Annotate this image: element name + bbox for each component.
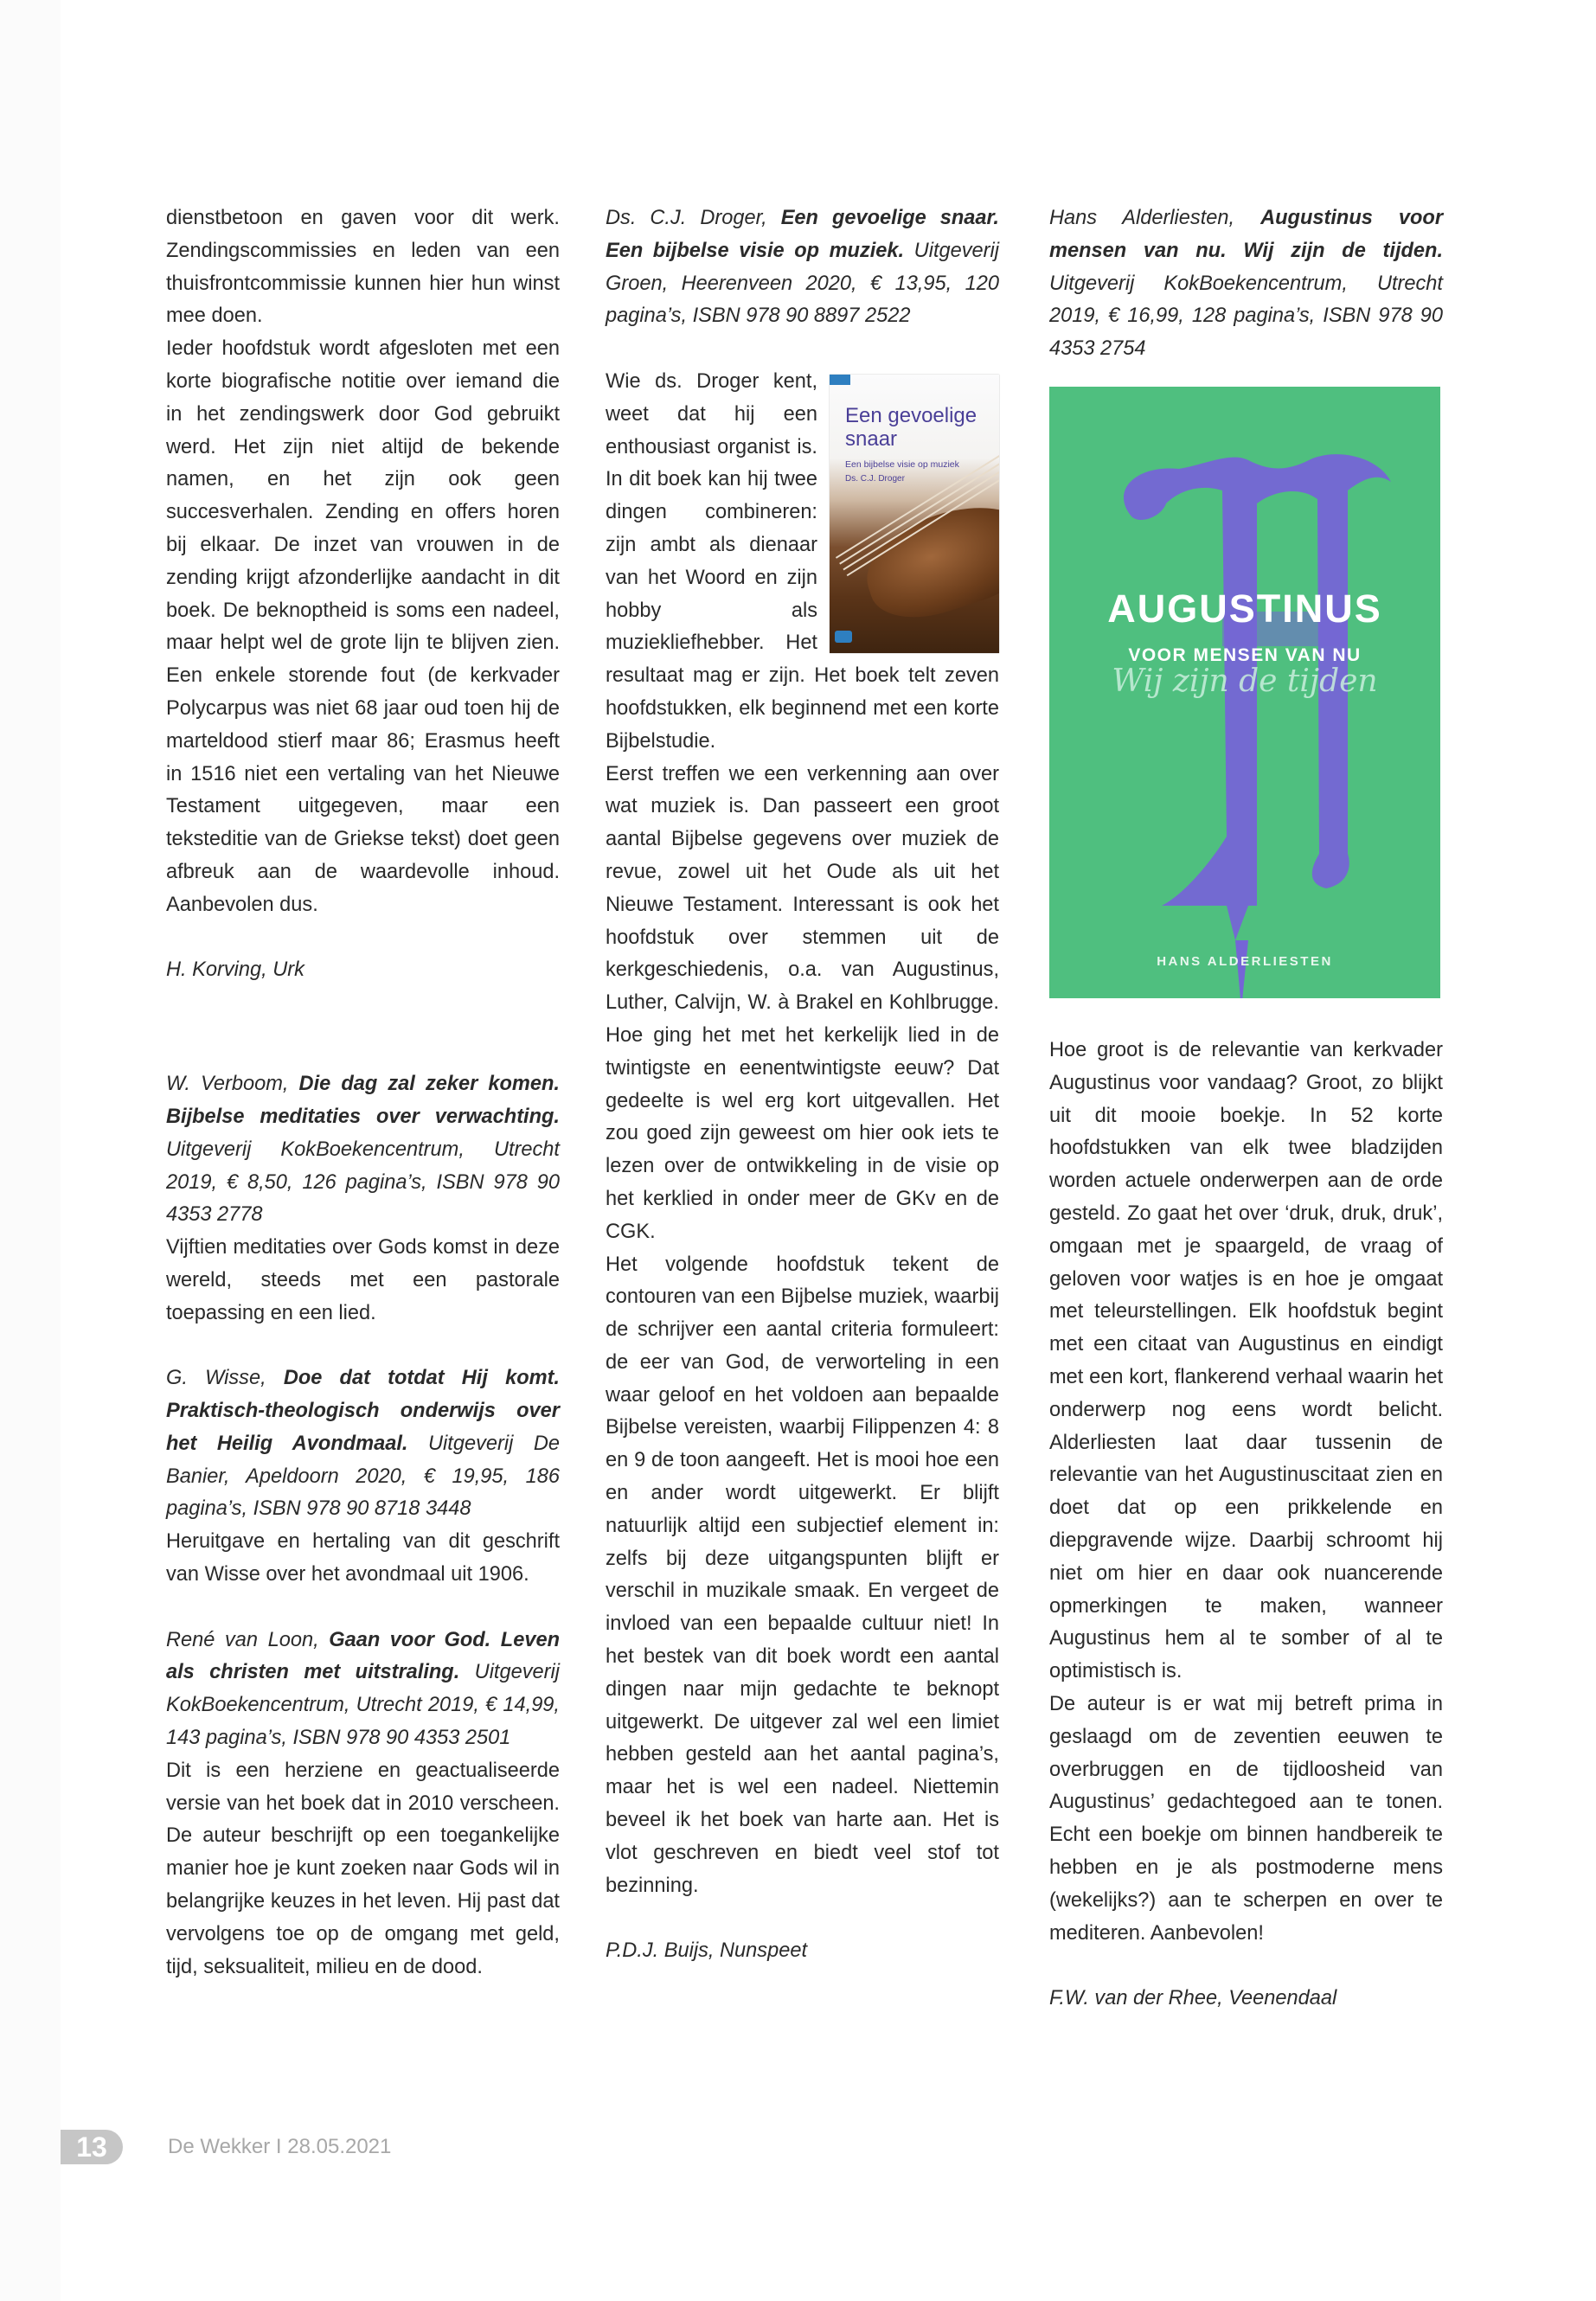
reviewer-signature: H. Korving, Urk — [166, 958, 304, 982]
review-heading — [1049, 202, 1443, 366]
book-details: Uitgeverij KokBoekencentrum, Utrecht 2019, € 14,99, 143 pagina’s, ISBN 978 90 4353 2501 — [166, 1661, 560, 1750]
book-author: Ds. C.J. Droger, — [606, 207, 767, 229]
book-details: Uitgeverij Groen, Heerenveen 2020, € 13,95, 120 pagina’s, ISBN 978 90 8897 2522 — [606, 239, 1000, 328]
cover-title: AUGUSTINUS — [1107, 586, 1382, 631]
column-2 — [606, 202, 999, 1968]
cover-author: Ds. C.J. Droger — [845, 473, 905, 484]
violin-image — [854, 489, 999, 632]
publication-info: De Wekker I 28.05.2021 — [168, 2135, 392, 2158]
paragraph: Eerst treffen we een verkenning aan over wat muziek is. Dan passeert een groot aantal Bijbelse gegevens over muziek de revue, zowel uit het Oude als uit het Nieuwe Testament. Interessant is ook het hoofdstuk over stemmen uit de kerkgeschiedenis, o.a. van Augustinus, Luther, Calvijn, W. à Brakel en Kohlbrugge. Hoe ging het met het kerkelijk lied in de twintigste en eenentwintigste eeuw? Dat gedeelte is wel erg kort uitgevallen. Het zou goed zijn geweest om hier ook iets te lezen over de ontwikkeling in de visie op het kerklied in onder meer de GKv en de CGK. — [606, 762, 999, 1243]
book-cover-droger — [830, 375, 999, 653]
reviewer-signature: P.D.J. Buijs, Nunspeet — [606, 1939, 807, 1963]
page-number: 13 — [61, 2130, 123, 2164]
book-author: René van Loon, — [166, 1628, 319, 1651]
book-author: Hans Alderliesten, — [1049, 207, 1235, 229]
book-title: Doe dat totdat Hij komt. Praktisch-theologisch onderwijs over het Heilig Avondmaal. — [166, 1367, 560, 1455]
review-heading — [166, 1068, 560, 1232]
book-author: W. Verboom, — [166, 1073, 289, 1096]
paragraph: Vijftien meditaties over Gods komst in deze wereld, steeds met een pastorale toepassing en een lied. — [166, 1236, 560, 1324]
book-details: Uitgeverij KokBoekencentrum, Utrecht 2019, € 16,99, 128 pagina’s, ISBN 978 90 4353 2754 — [1049, 272, 1443, 361]
book-title: Die dag zal zeker komen. Bijbelse meditaties over verwachting. — [166, 1073, 560, 1128]
publisher-logo — [835, 631, 852, 643]
paragraph: Hoe groot is de relevantie van kerkvader Augustinus voor vandaag? Groot, zo blijkt uit dit mooie boekje. In 52 korte hoofdstukken van elk twee bladzijden worden actuele onderwerpen aan de orde gesteld. Zo gaat het over ‘druk, druk, druk’, omgaan met je spaargeld, de vraag of geloven voor watjes is en hoe je omgaat met teleurstellingen. Elk hoofdstuk begint met een citaat van Augustinus en eindigt met een kort, flankerend verhaal waarin het onderwerp nog eens wordt belicht. Alderliesten laat daar tussenin de relevantie van het Augustinuscitaat zien en doet dat op een prikkelende en diepgravende wijze. Daarbij schroomt hij niet om hier en daar ook nuancerende opmerkingen te maken, wanneer Augustinus hem al te somber of al te optimistisch is. — [1049, 1038, 1443, 1683]
book-title: Een gevoelige snaar. Een bijbelse visie op muziek. — [606, 207, 999, 262]
column-1 — [166, 202, 560, 1984]
book-cover-augustinus — [1049, 387, 1440, 998]
paragraph: Het volgende hoofdstuk tekent de contouren van een Bijbelse muziek, waarbij de schrijver een aantal criteria formuleert: de eer van God, de verworteling in een waar geloof en het voldoen aan bepaalde Bijbelse vereisten, waarbij Filippenzen 4: 8 en 9 de toon aangeeft. Het is mooi hoe een en ander wordt uitgewerkt. Er blijft natuurlijk altijd een subjectief element in: zelfs bij deze uitgangspunten blijft er verschil in muzikale smaak. En vergeet de invloed van een bepaalde cultuur niet! In het bestek van dit boek wordt een aantal dingen naar mijn gedachte te beknopt uitgewerkt. De uitgever zal wel een limiet hebben gesteld aan het aantal pagina’s, maar het is wel een nadeel. Niettemin beveel ik het boek van harte aan. Het is vlot geschreven en biedt veel stof tot bezinning. — [606, 1253, 999, 1897]
cover-script-text: Wij zijn de tijden — [1112, 663, 1378, 699]
page-edge — [0, 0, 61, 2301]
cover-subtitle: Een bijbelse visie op muziek — [845, 458, 959, 470]
cover-title: Een gevoelige snaar — [845, 403, 977, 451]
cover-author: HANS ALDERLIESTEN — [1157, 953, 1333, 969]
paragraph: Dit is een herziene en geactualiseerde versie van het boek dat in 2010 verscheen. De auteur beschrijft op een toegankelijke manier hoe je kunt zoeken naar Gods wil in belangrijke keuzes in het leven. Hij past dat vervolgens toe op de omgang met geld, tijd, seksualiteit, milieu en de dood. — [166, 1759, 560, 1978]
cover-corner — [830, 375, 850, 385]
paragraph: Ieder hoofdstuk wordt afgesloten met een korte biografische notitie over iemand die in het zendingswerk door God gebruikt werd. Het zijn niet altijd de bekende namen, en het zijn ook geen succesverhalen. Zending en offers horen bij elkaar. De inzet van vrouwen in de zending krijgt afzonderlijke aandacht in dit boek. De beknoptheid is soms een nadeel, maar helpt wel de grote lijn te blijven zien. Een enkele storende fout (de kerkvader Polycarpus was niet 68 jaar oud toen hij de marteldood stierf maar 86; Erasmus heeft in 1516 niet een vertaling van het Nieuwe Testament uitgegeven, maar een teksteditie van de Griekse tekst) doet geen afbreuk aan de waardevolle inhoud. Aanbevolen dus. — [166, 337, 560, 916]
book-details: Uitgeverij De Banier, Apeldoorn 2020, € 19,95, 186 pagina’s, ISBN 978 90 8718 3448 — [166, 1432, 560, 1521]
paragraph: dienstbetoon en gaven voor dit werk. Zendingscommissies en leden van een thuisfrontcommissie kunnen hier hun winst mee doen. — [166, 207, 560, 328]
paragraph: Wie ds. Droger kent, weet dat hij een enthousiast organist is. In dit boek kan hij twee dingen combineren: zijn ambt als dienaar van het Woord en zijn hobby als muziekliefhebber. Het resultaat mag er zijn. Het boek telt zeven hoofdstukken, elk beginnend met een korte Bijbelstudie. — [606, 369, 999, 753]
reviewer-signature: F.W. van der Rhee, Veenendaal — [1049, 1987, 1337, 2010]
review-heading — [166, 1625, 560, 1755]
book-author: G. Wisse, — [166, 1367, 266, 1390]
cover-subtitle: VOOR MENSEN VAN NU — [1128, 644, 1362, 665]
paragraph: De auteur is er wat mij betreft prima in geslaagd om de zeventien eeuwen te overbruggen en de tijdloosheid van Augustinus’ gedachtegoed aan te tonen. Echt een boekje om binnen handbereik te hebben en je als postmoderne mens (wekelijks?) aan te scherpen en over te mediteren. Aanbevolen! — [1049, 1692, 1443, 1945]
review-heading — [166, 1362, 560, 1526]
book-title: Augustinus voor mensen van nu. Wij zijn de tijden. — [1049, 207, 1443, 262]
review-heading — [606, 202, 999, 333]
paragraph: Heruitgave en hertaling van dit geschrift van Wisse over het avondmaal uit 1906. — [166, 1530, 560, 1586]
column-3 — [1049, 202, 1443, 2016]
book-title: Gaan voor God. Leven als christen met uitstraling. — [166, 1628, 560, 1684]
book-details: Uitgeverij KokBoekencentrum, Utrecht 2019, € 8,50, 126 pagina’s, ISBN 978 90 4353 2778 — [166, 1138, 560, 1227]
